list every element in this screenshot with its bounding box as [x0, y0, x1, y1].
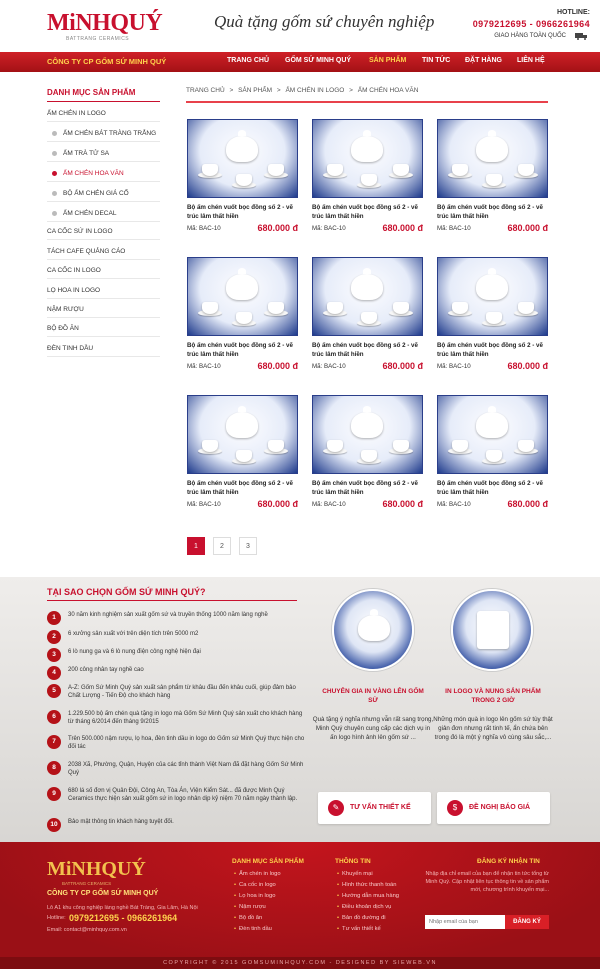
page-1[interactable]: 1	[187, 537, 205, 555]
reason-text: 680 lá số đơn vị Quân Đội, Công An, Tòa Án, Viện Kiểm Sát... đã được Minh Quý Ceramics thực hiện sản xuất gốm sứ in logo nhân dịp kỷ niệm 70 năm ngày thành lập.	[68, 788, 298, 802]
product-image[interactable]	[187, 257, 298, 336]
product-price: 680.000 đ	[382, 361, 423, 371]
reason-text: Bảo mật thông tin khách hàng tuyệt đối.	[68, 819, 174, 825]
product-price: 680.000 đ	[507, 223, 548, 233]
feature-desc: Quà tặng ý nghĩa nhưng vẫn rất sang trọng, Minh Quý chuyên cung cấp các dịch vụ in ấn logo hình ảnh lên gốm sứ ...	[312, 716, 434, 741]
product-code: Mã: BAC-10	[312, 501, 346, 508]
consult-design-button[interactable]	[318, 792, 431, 824]
sidebar-subitem[interactable]	[47, 146, 160, 162]
product-title[interactable]: Bộ ấm chén vuốt bọc đồng số 2 - vẽ trúc lâm thất hiền	[437, 480, 543, 496]
footer-link[interactable]: • Đèn tinh dầu	[234, 926, 272, 932]
nav-contact[interactable]: LIÊN HỆ	[517, 57, 545, 64]
page-2[interactable]: 2	[213, 537, 231, 555]
footer-col1-heading: DANH MỤC SẢN PHẨM	[232, 858, 304, 865]
feature-image-gold-print	[332, 589, 414, 671]
bullet-icon	[52, 171, 57, 176]
footer-link[interactable]: • Khuyến mại	[337, 871, 373, 877]
request-quote-button[interactable]	[437, 792, 550, 824]
product-price: 680.000 đ	[507, 499, 548, 509]
reason-text: 6 lò nung ga và 6 lò nung điện công nghệ hiện đại	[68, 649, 201, 655]
product-price: 680.000 đ	[257, 361, 298, 371]
footer-logo[interactable]: MiNHQUÝ	[47, 858, 146, 880]
footer-link[interactable]: • Ca cốc in logo	[234, 882, 276, 888]
breadcrumb	[186, 87, 418, 94]
reason-number: 8	[47, 761, 61, 775]
reason-text: A-Z: Gốm Sứ Minh Quý sản xuất sản phẩm từ khâu đầu đến khâu cuối, giúp đảm bảo Chất Lượng - Tiến Độ cho khách hàng	[68, 685, 296, 699]
product-image[interactable]	[312, 119, 423, 198]
product-card[interactable]	[187, 395, 298, 509]
reason-text: 2038 Xã, Phường, Quận, Huyện của các tỉnh thành Việt Nam đã đặt hàng Gốm Sứ Minh Quý	[68, 762, 304, 776]
product-price: 680.000 đ	[507, 361, 548, 371]
reason-number: 2	[47, 630, 61, 644]
reason-text: Trên 500.000 nậm rượu, lọ hoa, đèn tinh dầu in logo do Gốm sứ Minh Quý thực hiện cho đối tác	[68, 736, 305, 750]
why-divider	[47, 600, 297, 601]
bullet-icon	[52, 151, 57, 156]
sidebar-item[interactable]: ẤM CHÉN IN LOGO	[47, 106, 160, 122]
feature-image-logo-mug	[451, 589, 533, 671]
breadcrumb-link[interactable]: SẢN PHẨM	[238, 87, 273, 94]
logo-subtitle: BATTRANG CERAMICS	[66, 36, 130, 42]
footer-company: CÔNG TY CP GỐM SỨ MINH QUÝ	[47, 890, 159, 897]
reason-text: 200 công nhân tay nghề cao	[68, 667, 144, 673]
product-image[interactable]	[437, 257, 548, 336]
reason-item	[47, 787, 307, 803]
breadcrumb-current: ẤM CHÉN HOA VĂN	[357, 87, 419, 94]
sidebar-item[interactable]: LỌ HOA IN LOGO	[47, 283, 160, 299]
reason-item	[47, 648, 307, 656]
product-title[interactable]: Bộ ấm chén vuốt bọc đồng số 2 - vẽ trúc lâm thất hiền	[312, 342, 418, 358]
sidebar-item[interactable]: ĐÈN TINH DẦU	[47, 341, 160, 357]
slogan: Quà tặng gốm sứ chuyên nghiệp	[214, 12, 435, 31]
product-card[interactable]	[437, 257, 548, 371]
product-code: Mã: BAC-10	[437, 501, 471, 508]
reason-number: 7	[47, 735, 61, 749]
breadcrumb-sep: >	[229, 87, 234, 94]
reason-item	[47, 735, 307, 751]
nav-order[interactable]: ĐẶT HÀNG	[465, 57, 502, 64]
bullet-icon	[52, 131, 57, 136]
footer-col2-heading: THÔNG TIN	[335, 858, 371, 865]
bullet-icon	[52, 211, 57, 216]
newsletter-subscribe-button[interactable]: ĐĂNG KÝ	[505, 915, 549, 929]
reason-text: 1.229.500 bộ ấm chén quà tặng in logo mà Gốm Sứ Minh Quý sản xuất cho khách hàng từ tháng 6/2014 đến tháng 9/2015	[68, 711, 303, 725]
product-code: Mã: BAC-10	[437, 225, 471, 232]
footer-phones[interactable]: 0979212695 - 0966261964	[69, 913, 178, 923]
newsletter-email-input[interactable]	[425, 915, 505, 929]
footer-address: Lô A1 khu công nghiệp làng nghề Bát Tràng, Gia Lâm, Hà Nội	[47, 905, 198, 911]
footer-link[interactable]: • Nậm rượu	[234, 904, 266, 910]
reason-number: 5	[47, 684, 61, 698]
product-image[interactable]	[187, 119, 298, 198]
footer-hotline-label: Hotline:	[47, 915, 66, 921]
sidebar-item[interactable]: TÁCH CAFE QUẢNG CÁO	[47, 244, 160, 260]
product-image[interactable]	[437, 119, 548, 198]
reason-item	[47, 818, 307, 826]
reason-item	[47, 630, 307, 638]
sidebar-item[interactable]: CA CỐC IN LOGO	[47, 263, 160, 279]
product-code: Mã: BAC-10	[187, 363, 221, 370]
product-title[interactable]: Bộ ấm chén vuốt bọc đồng số 2 - vẽ trúc lâm thất hiền	[187, 204, 293, 220]
newsletter-heading: ĐĂNG KÝ NHẬN TIN	[477, 858, 540, 865]
sidebar-item-label: ẤM CHÉN BÁT TRÀNG TRẮNG	[63, 130, 157, 137]
footer-link[interactable]: • Hình thức thanh toán	[337, 882, 397, 888]
footer-logo-subtitle: BATTRANG CERAMICS	[62, 881, 112, 886]
feature-title: IN LOGO VÀ NUNG SẢN PHẨM TRONG 2 GIỜ	[445, 688, 541, 704]
consult-design-label: TƯ VẤN THIẾT KẾ	[350, 804, 411, 811]
bullet-icon	[52, 191, 57, 196]
feature-desc: Những món quà in logo lên gốm sứ tùy thật giản đơn nhưng rất tinh tế, ẩn chứa bên trong đó là một ý nghĩa vô cùng sâu sắc,...	[433, 716, 553, 741]
product-card[interactable]	[312, 119, 423, 233]
product-card[interactable]	[187, 257, 298, 371]
product-code: Mã: BAC-10	[187, 501, 221, 508]
site-header	[0, 0, 600, 52]
sidebar-item[interactable]: CA CỐC SỨ IN LOGO	[47, 224, 160, 240]
request-quote-label: ĐỀ NGHỊ BÁO GIÁ	[469, 804, 531, 811]
feature-title: CHUYÊN GIA IN VÀNG LÊN GỐM SỨ	[322, 688, 424, 704]
product-card[interactable]	[312, 395, 423, 509]
breadcrumb-sep: >	[349, 87, 353, 94]
page-3[interactable]: 3	[239, 537, 257, 555]
sidebar-heading: DANH MỤC SẢN PHẨM	[47, 88, 136, 97]
nav-news[interactable]: TIN TỨC	[422, 57, 451, 64]
breadcrumb-divider	[186, 101, 548, 103]
product-title[interactable]: Bộ ấm chén vuốt bọc đồng số 2 - vẽ trúc lâm thất hiền	[187, 342, 293, 358]
footer-link[interactable]: • Điều khoản dịch vụ	[337, 904, 391, 910]
hotline-label: HOTLINE:	[556, 9, 590, 16]
product-image[interactable]	[437, 395, 548, 474]
product-price: 680.000 đ	[257, 223, 298, 233]
reason-item	[47, 684, 307, 700]
reason-text: 30 năm kinh nghiệm sản xuất gốm sứ và truyền thống 1000 năm làng nghề	[68, 612, 268, 618]
truck-icon	[575, 32, 589, 40]
reason-number: 4	[47, 666, 61, 680]
sidebar-item-label: ẤM CHÉN HOA VĂN	[63, 170, 124, 177]
reason-text: 6 xưởng sản xuất với trên diện tích trên 5000 m2	[68, 631, 199, 637]
reason-number: 3	[47, 648, 61, 662]
why-title: TẠI SAO CHỌN GỐM SỨ MINH QUÝ?	[47, 587, 206, 597]
sidebar-subitem[interactable]	[47, 126, 160, 142]
product-code: Mã: BAC-10	[187, 225, 221, 232]
main-nav	[0, 52, 600, 72]
breadcrumb-sep: >	[276, 87, 281, 94]
footer-link[interactable]: • Tư vấn thiết kế	[337, 926, 381, 932]
shipping-note: GIAO HÀNG TOÀN QUỐC	[494, 33, 566, 39]
reason-item	[47, 666, 307, 674]
hotline-number[interactable]: 0979212695 - 0966261964	[472, 19, 590, 29]
product-price: 680.000 đ	[382, 499, 423, 509]
site-logo[interactable]: MiNHQUÝ	[47, 10, 163, 36]
product-image[interactable]	[312, 395, 423, 474]
why-choose-section	[0, 577, 600, 842]
product-title[interactable]: Bộ ấm chén vuốt bọc đồng số 2 - vẽ trúc lâm thất hiền	[312, 480, 418, 496]
product-code: Mã: BAC-10	[437, 363, 471, 370]
nav-products[interactable]: SẢN PHẨM	[369, 57, 407, 64]
nav-home[interactable]: TRANG CHỦ	[227, 57, 269, 64]
reason-number: 1	[47, 611, 61, 625]
copyright-bar: COPYRIGHT © 2015 GOMSUMINHQUY.COM - DESIGNED BY SIEWEB.VN	[0, 957, 600, 969]
product-title[interactable]: Bộ ấm chén vuốt bọc đồng số 2 - vẽ trúc lâm thất hiền	[187, 480, 293, 496]
sidebar-divider	[47, 101, 160, 102]
product-price: 680.000 đ	[257, 499, 298, 509]
sidebar-item-label: ẤM CHÉN DECAL	[63, 210, 117, 217]
reason-item	[47, 761, 307, 777]
breadcrumb-link[interactable]: ẤM CHÉN IN LOGO	[285, 87, 345, 94]
footer-link[interactable]: • Bản đồ đường đi	[337, 915, 386, 921]
reason-number: 6	[47, 710, 61, 724]
product-card[interactable]	[312, 257, 423, 371]
nav-about[interactable]: GỐM SỨ MINH QUÝ	[285, 57, 352, 64]
reason-number: 9	[47, 787, 61, 801]
reason-number: 10	[47, 818, 61, 832]
footer-link[interactable]: • Ấm chén in logo	[234, 871, 281, 877]
pen-icon: ✎	[328, 800, 344, 816]
sidebar-item-label: BỘ ẤM CHÉN GIÁ CỔ	[63, 190, 129, 197]
product-title[interactable]: Bộ ấm chén vuốt bọc đồng số 2 - vẽ trúc lâm thất hiền	[437, 204, 543, 220]
reason-item	[47, 611, 307, 619]
footer-link[interactable]: • Lọ hoa in logo	[234, 893, 275, 899]
sidebar-item[interactable]: BỘ ĐỒ ĂN	[47, 321, 160, 337]
product-card[interactable]	[437, 395, 548, 509]
footer-link[interactable]: • Bộ đồ ăn	[234, 915, 262, 921]
newsletter-desc: Nhập địa chỉ email của bạn để nhận tin tức tổng từ Minh Quý. Cập nhật liên tục thông tin về sản phẩm mới, chương trình khuyến mại...	[425, 871, 549, 893]
money-icon: $	[447, 800, 463, 816]
site-footer	[0, 842, 600, 957]
nav-company-name: CÔNG TY CP GỐM SỨ MINH QUÝ	[47, 57, 167, 66]
product-code: Mã: BAC-10	[312, 225, 346, 232]
footer-email[interactable]: Email: contact@minhquy.com.vn	[47, 927, 127, 933]
breadcrumb-link[interactable]: TRANG CHỦ	[186, 87, 225, 94]
product-card[interactable]	[187, 119, 298, 233]
footer-link[interactable]: • Hướng dẫn mua hàng	[337, 893, 399, 899]
sidebar-item[interactable]: NẬM RƯỢU	[47, 302, 160, 318]
reason-item	[47, 710, 307, 726]
sidebar-subitem[interactable]	[47, 186, 160, 202]
sidebar-subitem-active[interactable]	[47, 166, 160, 182]
sidebar-item-label: ẤM TRÀ TỬ SA	[63, 150, 110, 157]
product-image[interactable]	[312, 257, 423, 336]
product-title[interactable]: Bộ ấm chén vuốt bọc đồng số 2 - vẽ trúc lâm thất hiền	[437, 342, 543, 358]
product-image[interactable]	[187, 395, 298, 474]
product-title[interactable]: Bộ ấm chén vuốt bọc đồng số 2 - vẽ trúc lâm thất hiền	[312, 204, 418, 220]
product-card[interactable]	[437, 119, 548, 233]
product-code: Mã: BAC-10	[312, 363, 346, 370]
product-price: 680.000 đ	[382, 223, 423, 233]
sidebar-subitem[interactable]	[47, 206, 160, 222]
